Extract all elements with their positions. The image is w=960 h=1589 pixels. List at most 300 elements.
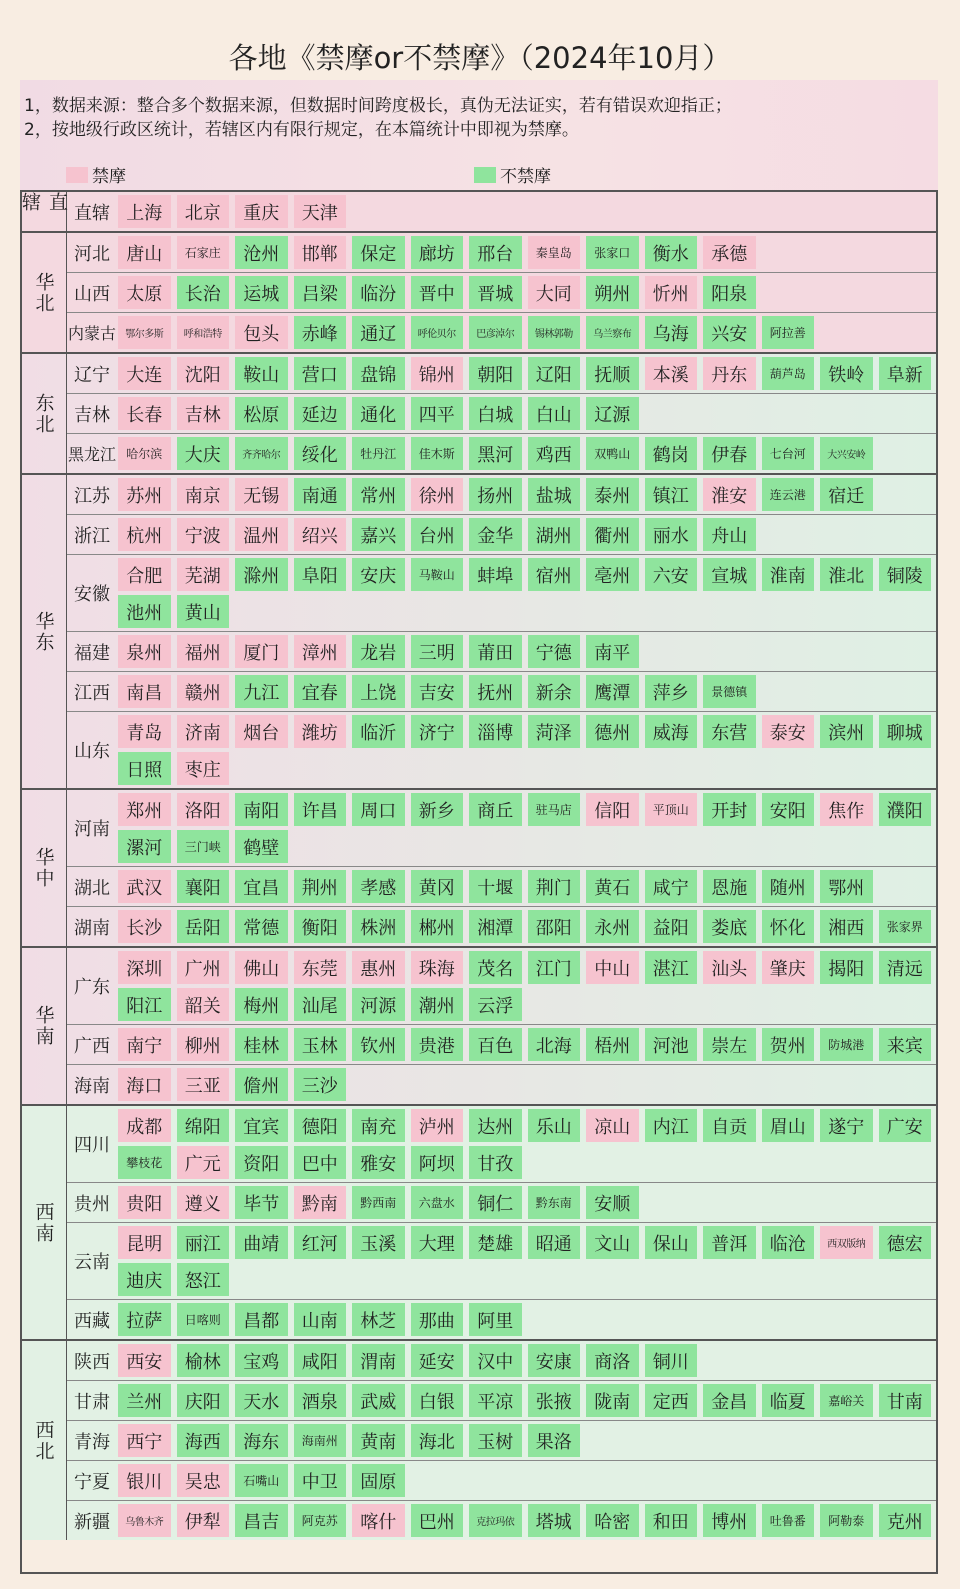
city-cell: 巴州	[411, 1504, 464, 1537]
city-cell: 洛阳	[177, 793, 230, 826]
city-cell: 新余	[528, 675, 581, 708]
city-cell: 黔南	[294, 1186, 347, 1219]
city-cell: 北京	[177, 195, 230, 228]
city-cell: 克拉玛依	[469, 1504, 522, 1537]
province-name: 黑龙江	[67, 445, 116, 464]
city-cell: 中山	[586, 951, 639, 984]
city-cell: 定西	[645, 1384, 698, 1417]
city-cell: 山南	[294, 1303, 347, 1336]
city-cell: 宜宾	[235, 1109, 288, 1142]
city-cell: 廊坊	[411, 236, 464, 269]
city-cell: 绵阳	[177, 1109, 230, 1142]
city-cell: 荆门	[528, 870, 581, 903]
city-cell: 鹤岗	[645, 437, 698, 470]
city-cell: 石家庄	[177, 236, 230, 269]
province-row	[67, 712, 936, 788]
city-cell: 临夏	[762, 1384, 815, 1417]
city-cell: 阳江	[118, 988, 171, 1021]
city-cell: 白城	[469, 397, 522, 430]
city-cell: 济宁	[411, 715, 464, 748]
province-name: 广西	[74, 1035, 110, 1057]
city-cell: 南京	[177, 478, 230, 511]
city-cell: 哈尔滨	[118, 437, 171, 470]
legend	[20, 150, 938, 190]
city-list	[118, 907, 936, 946]
city-cell: 黄南	[352, 1424, 405, 1457]
city-cell: 海南州	[294, 1424, 347, 1457]
note-2: 2，按地级行政区统计，若辖区内有限行规定，在本篇统计中即视为禁摩。	[24, 120, 579, 140]
city-cell: 绍兴	[294, 518, 347, 551]
city-cell: 潍坊	[294, 715, 347, 748]
city-cell: 玉林	[294, 1028, 347, 1061]
region-block	[22, 233, 936, 354]
city-cell: 海北	[411, 1424, 464, 1457]
city-cell: 齐齐哈尔	[235, 437, 288, 470]
city-cell: 益阳	[645, 910, 698, 943]
city-cell: 商丘	[469, 793, 522, 826]
city-cell: 儋州	[235, 1068, 288, 1101]
city-cell: 锦州	[411, 357, 464, 390]
city-cell: 昭通	[528, 1226, 581, 1259]
city-cell: 泸州	[411, 1109, 464, 1142]
city-cell: 南阳	[235, 793, 288, 826]
province-name: 陕西	[74, 1351, 110, 1373]
city-cell: 达州	[469, 1109, 522, 1142]
note-1: 1，数据来源：整合多个数据来源，但数据时间跨度极长，真伪无法证实，若有错误欢迎指正；	[24, 96, 732, 116]
city-cell: 陇南	[586, 1384, 639, 1417]
city-cell: 永州	[586, 910, 639, 943]
city-cell: 南通	[294, 478, 347, 511]
city-cell: 自贡	[703, 1109, 756, 1142]
province-name: 广东	[74, 977, 110, 998]
province-name: 直辖	[74, 202, 110, 224]
city-cell: 十堰	[469, 870, 522, 903]
city-cell: 运城	[235, 276, 288, 309]
page-title: 各地《禁摩or不禁摩》（2024年10月）	[228, 41, 732, 75]
city-cell: 本溪	[645, 357, 698, 390]
city-cell: 荆州	[294, 870, 347, 903]
city-cell: 白山	[528, 397, 581, 430]
province-row	[67, 1300, 936, 1339]
city-cell: 大庆	[177, 437, 230, 470]
city-cell: 成都	[118, 1109, 171, 1142]
city-cell: 六安	[645, 558, 698, 591]
city-cell: 那曲	[411, 1303, 464, 1336]
province-name: 山西	[74, 283, 110, 305]
province-row	[67, 1461, 936, 1501]
city-cell: 鞍山	[235, 357, 288, 390]
city-cell: 许昌	[294, 793, 347, 826]
city-cell: 吉安	[411, 675, 464, 708]
city-cell: 赣州	[177, 675, 230, 708]
city-cell: 喀什	[352, 1504, 405, 1537]
province-row	[67, 233, 936, 273]
province-name: 河北	[74, 243, 110, 265]
city-cell: 嘉峪关	[820, 1384, 873, 1417]
city-cell: 宁波	[177, 518, 230, 551]
city-cell: 防城港	[820, 1028, 873, 1061]
province-name: 甘肃	[74, 1391, 110, 1413]
city-cell: 张掖	[528, 1384, 581, 1417]
province-row	[67, 1501, 936, 1540]
city-cell: 汕头	[703, 951, 756, 984]
city-cell: 固原	[352, 1464, 405, 1497]
province-row	[67, 632, 936, 672]
city-cell: 天水	[235, 1384, 288, 1417]
city-list	[118, 1341, 936, 1380]
province-row	[67, 273, 936, 313]
city-cell: 杭州	[118, 518, 171, 551]
city-cell: 酒泉	[294, 1384, 347, 1417]
city-cell: 信阳	[586, 793, 639, 826]
city-cell: 毕节	[235, 1186, 288, 1219]
province-name: 湖北	[74, 877, 110, 899]
province-row	[67, 354, 936, 394]
city-cell: 日喀则	[177, 1303, 230, 1336]
province-row	[67, 790, 936, 867]
city-list	[118, 515, 936, 554]
city-cell: 迪庆	[118, 1263, 171, 1296]
city-cell: 盐城	[528, 478, 581, 511]
province-row	[67, 1106, 936, 1183]
province-name: 海南	[74, 1075, 110, 1097]
city-cell: 焦作	[820, 793, 873, 826]
city-cell: 伊春	[703, 437, 756, 470]
city-cell: 雅安	[352, 1146, 405, 1179]
city-cell: 德宏	[879, 1226, 932, 1259]
city-cell: 资阳	[235, 1146, 288, 1179]
city-cell: 汉中	[469, 1344, 522, 1377]
city-cell: 娄底	[703, 910, 756, 943]
city-cell: 重庆	[235, 195, 288, 228]
city-cell: 天津	[294, 195, 347, 228]
city-cell: 白银	[411, 1384, 464, 1417]
city-cell: 萍乡	[645, 675, 698, 708]
province-row	[67, 1341, 936, 1381]
city-cell: 枣庄	[177, 752, 230, 785]
city-cell: 包头	[235, 316, 288, 349]
province-row	[67, 1381, 936, 1421]
region-name: 西北	[22, 1341, 67, 1540]
province-row	[67, 394, 936, 434]
city-cell: 贵阳	[118, 1186, 171, 1219]
city-list	[118, 632, 936, 671]
city-cell: 湛江	[645, 951, 698, 984]
province-name: 安徽	[74, 584, 110, 605]
province-name: 青海	[74, 1431, 110, 1453]
city-cell: 阿勒泰	[820, 1504, 873, 1537]
city-cell: 景德镇	[703, 675, 756, 708]
city-cell: 兴安	[703, 316, 756, 349]
city-cell: 宣城	[703, 558, 756, 591]
region-name: 西南	[22, 1106, 67, 1339]
city-cell: 塔城	[528, 1504, 581, 1537]
city-cell: 黔东南	[528, 1186, 581, 1219]
city-cell: 百色	[469, 1028, 522, 1061]
province-row	[67, 475, 936, 515]
city-cell: 松原	[235, 397, 288, 430]
city-cell: 泉州	[118, 635, 171, 668]
city-cell: 张家界	[879, 910, 932, 943]
city-cell: 宿州	[528, 558, 581, 591]
city-cell: 江门	[528, 951, 581, 984]
city-cell: 上饶	[352, 675, 405, 708]
region-block	[22, 948, 936, 1106]
city-cell: 辽阳	[528, 357, 581, 390]
province-row	[67, 1025, 936, 1065]
province-row	[67, 313, 936, 352]
city-cell: 南平	[586, 635, 639, 668]
city-cell: 六盘水	[411, 1186, 464, 1219]
city-cell: 辽源	[586, 397, 639, 430]
city-cell: 淮北	[820, 558, 873, 591]
city-cell: 遵义	[177, 1186, 230, 1219]
city-cell: 湘潭	[469, 910, 522, 943]
city-cell: 揭阳	[820, 951, 873, 984]
province-name: 江西	[74, 682, 110, 704]
city-cell: 黄冈	[411, 870, 464, 903]
city-cell: 漳州	[294, 635, 347, 668]
city-cell: 抚州	[469, 675, 522, 708]
city-list	[118, 1461, 936, 1500]
city-cell: 海西	[177, 1424, 230, 1457]
city-cell: 宿迁	[820, 478, 873, 511]
city-cell: 长治	[177, 276, 230, 309]
legend-ban-label: 禁摩	[92, 167, 126, 187]
city-cell: 甘南	[879, 1384, 932, 1417]
city-cell: 南宁	[118, 1028, 171, 1061]
city-cell: 林芝	[352, 1303, 405, 1336]
city-cell: 衡水	[645, 236, 698, 269]
city-cell: 庆阳	[177, 1384, 230, 1417]
city-cell: 佛山	[235, 951, 288, 984]
city-cell: 凉山	[586, 1109, 639, 1142]
city-cell: 珠海	[411, 951, 464, 984]
city-cell: 乐山	[528, 1109, 581, 1142]
city-cell: 梧州	[586, 1028, 639, 1061]
city-cell: 西宁	[118, 1424, 171, 1457]
city-cell: 吐鲁番	[762, 1504, 815, 1537]
province-row	[67, 434, 936, 473]
city-cell: 亳州	[586, 558, 639, 591]
city-cell: 丽江	[177, 1226, 230, 1259]
city-cell: 巴中	[294, 1146, 347, 1179]
city-cell: 扬州	[469, 478, 522, 511]
city-cell: 岳阳	[177, 910, 230, 943]
city-cell: 双鸭山	[586, 437, 639, 470]
city-cell: 中卫	[294, 1464, 347, 1497]
city-cell: 烟台	[235, 715, 288, 748]
city-cell: 南昌	[118, 675, 171, 708]
city-cell: 广元	[177, 1146, 230, 1179]
city-cell: 苏州	[118, 478, 171, 511]
city-cell: 平顶山	[645, 793, 698, 826]
city-cell: 鸡西	[528, 437, 581, 470]
province-row	[67, 1223, 936, 1300]
city-cell: 丹东	[703, 357, 756, 390]
legend-ok	[474, 162, 551, 187]
city-cell: 宝鸡	[235, 1344, 288, 1377]
city-cell: 绥化	[294, 437, 347, 470]
city-cell: 怀化	[762, 910, 815, 943]
city-cell: 南充	[352, 1109, 405, 1142]
city-cell: 玉树	[469, 1424, 522, 1457]
city-cell: 恩施	[703, 870, 756, 903]
city-cell: 铁岭	[820, 357, 873, 390]
province-row	[67, 867, 936, 907]
city-cell: 郑州	[118, 793, 171, 826]
city-list	[118, 712, 936, 788]
city-list	[118, 192, 936, 231]
city-cell: 广安	[879, 1109, 932, 1142]
city-cell: 朔州	[586, 276, 639, 309]
city-cell: 昌吉	[235, 1504, 288, 1537]
city-cell: 昌都	[235, 1303, 288, 1336]
city-cell: 吴忠	[177, 1464, 230, 1497]
city-cell: 巴彦淖尔	[469, 316, 522, 349]
province-name: 云南	[74, 1252, 110, 1273]
legend-ban-swatch	[66, 167, 88, 183]
city-cell: 渭南	[352, 1344, 405, 1377]
city-cell: 衢州	[586, 518, 639, 551]
province-name: 内蒙古	[67, 324, 116, 343]
city-cell: 葫芦岛	[762, 357, 815, 390]
city-list	[118, 1106, 936, 1182]
city-cell: 广州	[177, 951, 230, 984]
city-cell: 临沂	[352, 715, 405, 748]
city-cell: 云浮	[469, 988, 522, 1021]
city-cell: 三门峡	[177, 830, 230, 863]
city-cell: 湖州	[528, 518, 581, 551]
city-cell: 徐州	[411, 478, 464, 511]
city-cell: 黄石	[586, 870, 639, 903]
city-cell: 惠州	[352, 951, 405, 984]
city-cell: 安顺	[586, 1186, 639, 1219]
restriction-table	[20, 190, 938, 1574]
city-cell: 肇庆	[762, 951, 815, 984]
city-cell: 晋城	[469, 276, 522, 309]
city-cell: 晋中	[411, 276, 464, 309]
city-list	[118, 313, 936, 352]
city-cell: 保定	[352, 236, 405, 269]
city-cell: 咸阳	[294, 1344, 347, 1377]
city-cell: 临沧	[762, 1226, 815, 1259]
city-cell: 泰安	[762, 715, 815, 748]
city-cell: 湘西	[820, 910, 873, 943]
city-cell: 银川	[118, 1464, 171, 1497]
legend-ban	[66, 162, 126, 187]
city-cell: 菏泽	[528, 715, 581, 748]
city-cell: 三亚	[177, 1068, 230, 1101]
city-cell: 台州	[411, 518, 464, 551]
city-cell: 淮安	[703, 478, 756, 511]
city-cell: 常州	[352, 478, 405, 511]
province-row	[67, 1183, 936, 1223]
city-cell: 宜昌	[235, 870, 288, 903]
province-row	[67, 555, 936, 632]
region-block	[22, 354, 936, 475]
city-cell: 韶关	[177, 988, 230, 1021]
city-cell: 眉山	[762, 1109, 815, 1142]
city-list	[118, 867, 936, 906]
city-cell: 平凉	[469, 1384, 522, 1417]
city-cell: 威海	[645, 715, 698, 748]
city-list	[118, 475, 936, 514]
city-cell: 遂宁	[820, 1109, 873, 1142]
province-row	[67, 1421, 936, 1461]
city-cell: 无锡	[235, 478, 288, 511]
city-cell: 聊城	[879, 715, 932, 748]
region-name: 华南	[22, 948, 67, 1104]
city-cell: 漯河	[118, 830, 171, 863]
city-cell: 三明	[411, 635, 464, 668]
region-block	[22, 790, 936, 948]
city-cell: 锡林郭勒	[528, 316, 581, 349]
city-cell: 泰州	[586, 478, 639, 511]
city-cell: 济南	[177, 715, 230, 748]
city-cell: 博州	[703, 1504, 756, 1537]
city-list	[118, 1223, 936, 1299]
city-cell: 四平	[411, 397, 464, 430]
city-cell: 黄山	[177, 595, 230, 628]
city-cell: 东营	[703, 715, 756, 748]
province-row	[67, 948, 936, 1025]
city-cell: 大理	[411, 1226, 464, 1259]
city-cell: 芜湖	[177, 558, 230, 591]
city-cell: 滁州	[235, 558, 288, 591]
city-cell: 沈阳	[177, 357, 230, 390]
city-cell: 常德	[235, 910, 288, 943]
city-cell: 西双版纳	[820, 1226, 873, 1259]
city-cell: 温州	[235, 518, 288, 551]
city-cell: 开封	[703, 793, 756, 826]
legend-ok-label: 不禁摩	[500, 167, 551, 187]
city-cell: 安康	[528, 1344, 581, 1377]
city-cell: 邵阳	[528, 910, 581, 943]
city-cell: 楚雄	[469, 1226, 522, 1259]
city-cell: 上海	[118, 195, 171, 228]
province-name: 河南	[74, 819, 110, 840]
city-cell: 崇左	[703, 1028, 756, 1061]
city-cell: 临汾	[352, 276, 405, 309]
city-cell: 鄂尔多斯	[118, 316, 171, 349]
city-cell: 阳泉	[703, 276, 756, 309]
city-cell: 清远	[879, 951, 932, 984]
city-cell: 延安	[411, 1344, 464, 1377]
city-cell: 唐山	[118, 236, 171, 269]
city-cell: 阿拉善	[762, 316, 815, 349]
city-cell: 石嘴山	[235, 1464, 288, 1497]
province-name: 湖南	[74, 917, 110, 939]
city-cell: 宁德	[528, 635, 581, 668]
city-cell: 大同	[528, 276, 581, 309]
city-cell: 铜仁	[469, 1186, 522, 1219]
city-cell: 佳木斯	[411, 437, 464, 470]
city-cell: 合肥	[118, 558, 171, 591]
city-cell: 厦门	[235, 635, 288, 668]
city-cell: 河池	[645, 1028, 698, 1061]
city-cell: 兰州	[118, 1384, 171, 1417]
city-cell: 淄博	[469, 715, 522, 748]
city-list	[118, 273, 936, 312]
city-cell: 邢台	[469, 236, 522, 269]
city-cell: 果洛	[528, 1424, 581, 1457]
city-cell: 沧州	[235, 236, 288, 269]
city-cell: 连云港	[762, 478, 815, 511]
city-list	[118, 1025, 936, 1064]
province-row	[67, 1065, 936, 1104]
city-list	[118, 1381, 936, 1420]
